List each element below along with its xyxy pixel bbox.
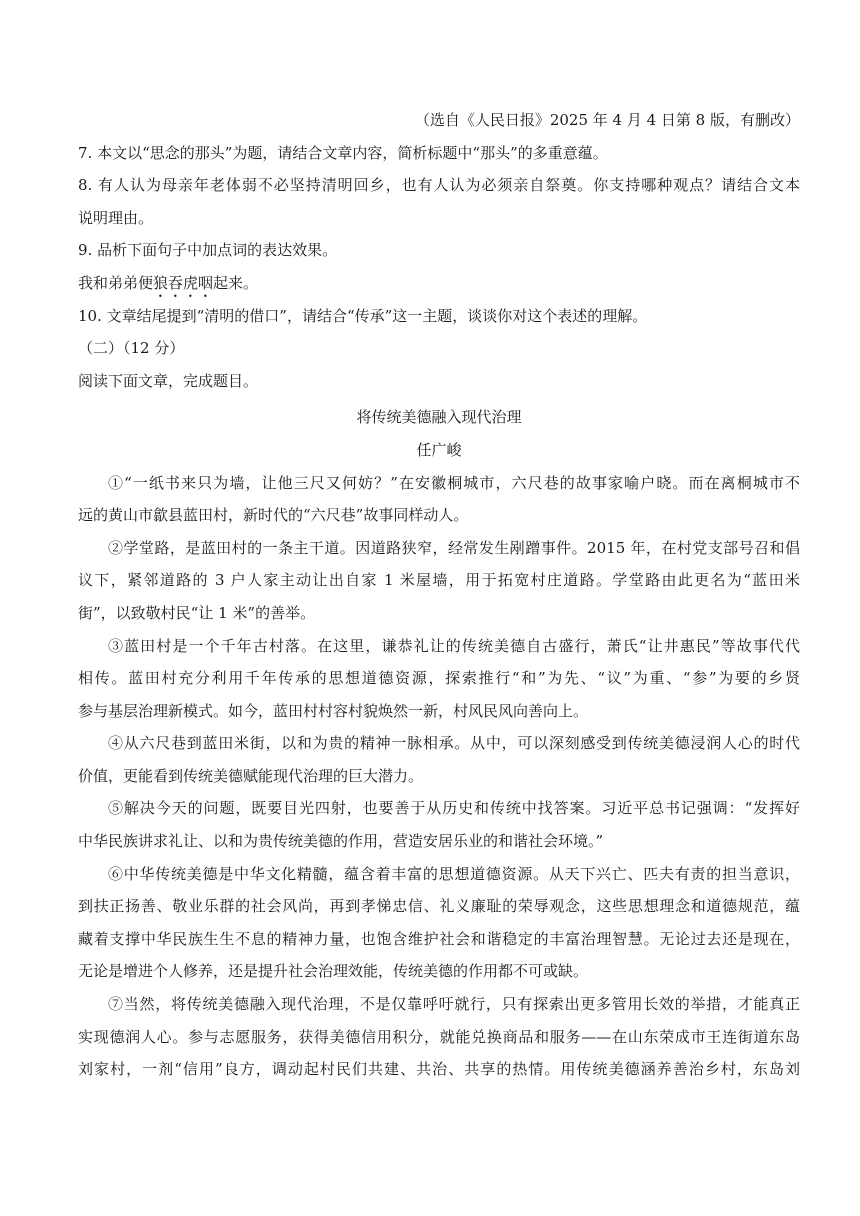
paragraph-7 [78, 988, 800, 1086]
paragraph-6-line-3: 藏着支撑中华民族生生不息的精神力量，也饱含维护社会和谐稳定的丰富治理智慧。无论过去还是现在， [78, 929, 800, 948]
article-title: 将传统美德融入现代治理 [356, 408, 522, 427]
paragraph-2-line-3: 街”，以致敬村民“让 1 米”的善举。 [78, 603, 316, 622]
paragraph-1 [78, 467, 800, 532]
question-9: 9. 品析下面句子中加点词的表达效果。 [78, 241, 338, 260]
paragraph-4-line-1: ④从六尺巷到蓝田米街，以和为贵的精神一脉相承。从中，可以深刻感受到传统美德浸润人心的时代 [108, 734, 800, 753]
question-8 [78, 169, 800, 234]
section-heading: （二）（12 分） [78, 339, 185, 358]
question-9-sentence [78, 267, 800, 300]
paragraph-5-line-2: 中华民族讲求礼让、以和为贵传统美德的作用，营造安居乐业的和谐社会环境。” [78, 832, 604, 851]
paragraph-6-line-1: ⑥中华传统美德是中华文化精髓，蕴含着丰富的思想道德资源。从天下兴亡、匹夫有责的担当意识， [108, 864, 800, 883]
paragraph-6 [78, 858, 800, 988]
paragraph-7-line-3: 刘家村，一剂“信用”良方，调动起村民们共建、共治、共享的热情。用传统美德涵养善治乡村，东岛刘 [78, 1060, 800, 1079]
paragraph-2-line-2: 议下，紧邻道路的 3 户人家主动让出自家 1 米屋墙，用于拓宽村庄道路。学堂路由此更名为“蓝田米 [78, 571, 800, 590]
paragraph-1-line-1: ①“一纸书来只为墙，让他三尺又何妨？”在安徽桐城市，六尺巷的故事家喻户晓。而在离桐城市不 [108, 473, 800, 492]
paragraph-7-line-2: 实现德润人心。参与志愿服务，获得美德信用积分，就能兑换商品和服务——在山东荣成市王连街道东岛 [78, 1027, 800, 1046]
source-citation: （选自《人民日报》2025 年 4 月 4 日第 8 版，有删改） [414, 111, 800, 129]
paragraph-3-line-2: 相传。蓝田村充分利用千年传承的思想道德资源，探索推行“和”为先、“议”为重、“参”为要的乡贤 [78, 669, 800, 688]
paragraph-5-line-1: ⑤解决今天的问题，既要目光四射，也要善于从历史和传统中找答案。习近平总书记强调：“发挥好 [108, 799, 800, 818]
sentence-prefix: 我和弟弟便 [78, 273, 154, 292]
document-page [78, 104, 800, 1086]
article-author: 任广峻 [416, 440, 462, 459]
paragraph-3 [78, 630, 800, 728]
paragraph-7-line-1: ⑦当然，将传统美德融入现代治理，不是仅靠呼吁就行，只有探索出更多管用长效的举措，才能真正 [108, 995, 800, 1014]
paragraph-4-line-2: 价值，更能看到传统美德赋能现代治理的巨大潜力。 [78, 766, 424, 785]
paragraph-4 [78, 727, 800, 792]
paragraph-5 [78, 792, 800, 857]
reading-instruction: 阅读下面文章，完成题目。 [78, 371, 259, 390]
question-7: 7. 本文以“思念的那头”为题，请结合文章内容，简析标题中“那头”的多重意蕴。 [78, 143, 608, 162]
sentence-suffix: 起来。 [213, 273, 259, 292]
paragraph-3-line-1: ③蓝田村是一个千年古村落。在这里，谦恭礼让的传统美德自古盛行，萧氏“让井惠民”等故事代代 [108, 636, 800, 655]
question-8-line-1: 8. 有人认为母亲年老体弱不必坚持清明回乡，也有人认为必须亲自祭奠。你支持哪种观点？请结合文本 [78, 176, 800, 195]
paragraph-6-line-4: 无论是增进个人修养，还是提升社会治理效能，传统美德的作用都不可或缺。 [78, 962, 589, 981]
dotted-phrase: 狼吞虎咽 [153, 273, 214, 292]
paragraph-3-line-3: 参与基层治理新模式。如今，蓝田村村容村貌焕然一新，村风民风向善向上。 [78, 701, 589, 720]
question-8-line-2: 说明理由。 [78, 208, 154, 227]
paragraph-2-line-1: ②学堂路，是蓝田村的一条主干道。因道路狭窄，经常发生剐蹭事件。2015 年，在村党支部号召和倡 [108, 538, 800, 557]
paragraph-1-line-2: 远的黄山市歙县蓝田村，新时代的“六尺巷”故事同样动人。 [78, 506, 469, 525]
question-10: 10. 文章结尾提到“清明的借口”，请结合“传承”这一主题，谈谈你对这个表述的理解。 [78, 306, 648, 325]
paragraph-6-line-2: 到扶正扬善、敬业乐群的社会风尚，再到孝悌忠信、礼义廉耻的荣辱观念，这些思想理念和道德规范，蕴 [78, 897, 800, 916]
paragraph-2 [78, 532, 800, 630]
